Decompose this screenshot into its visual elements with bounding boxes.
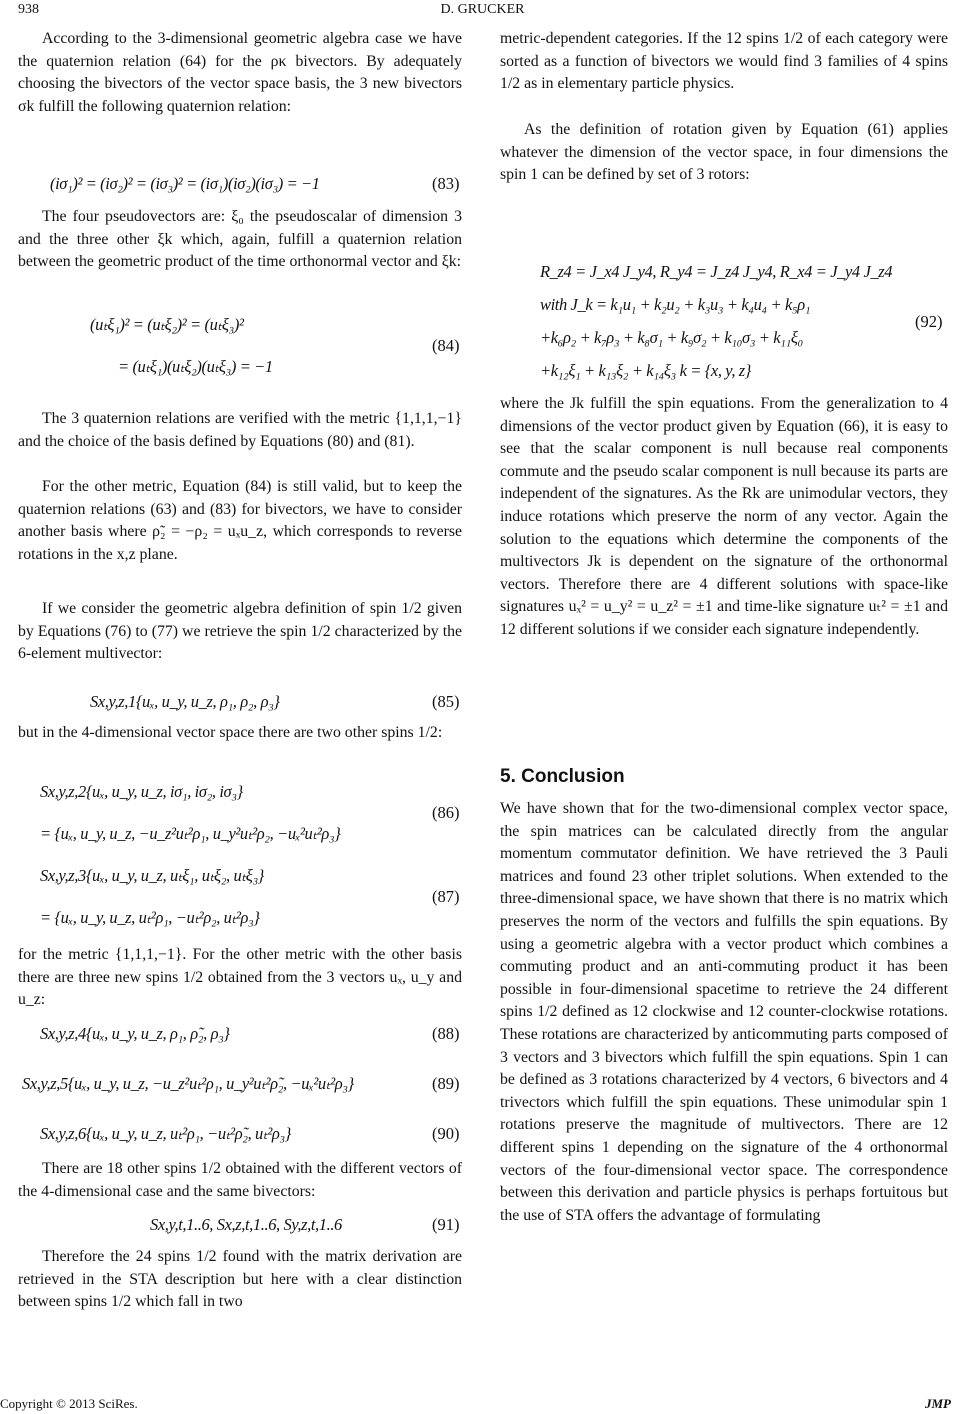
equation-91: Sx,y,t,1..6, Sx,z,t,1..6, Sy,z,t,1..6 — [150, 1215, 342, 1234]
paragraph: Therefore the 24 spins 1/2 found with the matrix derivation are retrieved in the STA description but here with a clear distinction between spins 1/2 which fall in two — [18, 1248, 462, 1311]
paragraph: The 3 quaternion relations are verified with the metric {1,1,1,−1} and the choice of the basis defined by Equations (80) and (81). — [18, 410, 462, 450]
equation-88: Sx,y,z,4{uₓ, u_y, u_z, ρ₁, ρ̃₂, ρ₃} — [40, 1024, 230, 1043]
equation-number: (84) — [432, 336, 460, 355]
paragraph: The four pseudovectors are: ξ₀ the pseudoscalar of dimension 3 and the three other ξk which, again, fulfill a quaternion relation between the geometric product of the time orthonormal vector and ξk: — [18, 208, 462, 271]
equation-number: (85) — [432, 692, 460, 711]
equation-86-line2: = {uₓ, u_y, u_z, −u_z²uₜ²ρ₁, u_y²uₜ²ρ₂, −uₓ²uₜ²ρ₃} — [40, 824, 341, 843]
paragraph: where the Jk fulfill the spin equations. From the generalization to 4 dimensions of the vector product given by Equation (66), it is easy to see that the scalar component is null because real components commute and the pseudo scalar component is null because its parts are independent of the signatures. As the Rk are unimodular vectors, they induce rotations which preserve the norm of any vector. Again the solution to the equations which determine the components of the multivectors Jk is dependent on the signature of the orthonormal vectors. Therefore there are 4 different solutions with space-like signatures uₓ² = u_y² = u_z² = ±1 and time-like signature uₜ² = ±1 and 12 different solutions if we consider each signature independently. — [500, 395, 948, 638]
section-heading: 5. Conclusion — [500, 766, 625, 787]
equation-89: Sx,y,z,5{uₓ, u_y, u_z, −u_z²uₜ²ρ₁, u_y²uₜ²ρ̃₂, −uₓ²uₜ²ρ₃} — [22, 1074, 354, 1093]
paragraph: There are 18 other spins 1/2 obtained with the different vectors of the 4-dimensional case and the same bivectors: — [18, 1160, 462, 1200]
page-number: 938 — [18, 2, 39, 17]
equation-number: (87) — [432, 887, 460, 906]
equation-number: (92) — [915, 312, 943, 331]
equation-87-line2: = {uₓ, u_y, u_z, uₜ²ρ₁, −uₜ²ρ₂, uₜ²ρ₃} — [40, 908, 260, 927]
copyright: Copyright © 2013 SciRes. — [0, 1396, 138, 1411]
paragraph: If we consider the geometric algebra definition of spin 1/2 given by Equations (76) to (77) we retrieve the spin 1/2 characterized by the 6-element multivector: — [18, 600, 462, 663]
equation-92-line2: with J_k = k₁u₁ + k₂u₂ + k₃u₃ + k₄u₄ + k₅ρ₁ — [540, 295, 811, 314]
paragraph: metric-dependent categories. If the 12 spins 1/2 of each category were sorted as a function of bivectors we would find 3 families of 4 spins 1/2 as in elementary particle physics. — [500, 30, 948, 93]
equation-92-line1: R_z4 = J_x4 J_y4, R_y4 = J_z4 J_y4, R_x4 = J_y4 J_z4 — [540, 262, 893, 281]
paragraph: We have shown that for the two-dimensional complex vector space, the spin matrices can be calculated directly from the angular momentum commutator definition. We have retrieved the 3 Pauli matrices and found 23 other triplet solutions. When extended to the three-dimensional space, we have shown that there is no matrix which preserves the norm of the vectors and fulfills the spin equations. By using a geometric algebra with a vector product which combines a commuting product and an anti-commuting product it has been possible in four-dimensional spacetime to retrieve the 24 different spins 1/2 defined as 12 clockwise and 12 counter-clockwise rotations. These rotations are characterized by anticommuting parts composed of 3 vectors and 3 bivectors which fulfill the spin equations. Spin 1 can be defined as 3 rotations characterized by 4 vectors, 6 bivectors and 4 trivectors which fulfill the spin equations. These unimodular spin 1 rotations preserve the magnitude of multivectors. There are 12 different spins 1 depending on the signature of the 4 orthonormal vectors of the four-dimensional vector space. The correspondence between this derivation and particle physics is perhaps fortuitous but the use of STA offers the advantage of formulating — [500, 800, 948, 1224]
equation-92-line4: +k₁₂ξ₁ + k₁₃ξ₂ + k₁₄ξ₃ k = {x, y, z} — [540, 361, 751, 380]
equation-83: (iσ₁)² = (iσ₂)² = (iσ₃)² = (iσ₁)(iσ₂)(iσ₃) = −1 — [50, 174, 320, 193]
journal-name: JMP — [925, 1396, 951, 1411]
paragraph: According to the 3-dimensional geometric algebra case we have the quaternion relation (64) for the ρκ bivectors. By adequately choosing the bivectors of the vector space basis, the 3 new bivectors σk fulfill the following quaternion relation: — [18, 30, 462, 115]
equation-number: (86) — [432, 803, 460, 822]
equation-86-line1: Sx,y,z,2{uₓ, u_y, u_z, iσ₁, iσ₂, iσ₃} — [40, 782, 243, 801]
equation-84-line2: = (uₜξ₁)(uₜξ₂)(uₜξ₃) = −1 — [118, 357, 273, 376]
paragraph: As the definition of rotation given by Equation (61) applies whatever the dimension of the vector space, in four dimensions the spin 1 can be defined by set of 3 rotors: — [500, 121, 948, 184]
paragraph: For the other metric, Equation (84) is still valid, but to keep the quaternion relations (63) and (83) for bivectors, we have to consider another basis where ρ̃₂ = −ρ₂ = uₓu_z, which corresponds to reverse rotations in the x,z plane. — [18, 478, 462, 563]
equation-90: Sx,y,z,6{uₓ, u_y, u_z, uₜ²ρ₁, −uₜ²ρ̃₂, uₜ²ρ₃} — [40, 1124, 291, 1143]
running-header-author: D. GRUCKER — [440, 2, 525, 17]
paragraph: but in the 4-dimensional vector space there are two other spins 1/2: — [18, 724, 443, 741]
equation-84-line1: (uₜξ₁)² = (uₜξ₂)² = (uₜξ₃)² — [90, 315, 244, 334]
equation-number: (90) — [432, 1124, 460, 1143]
paragraph: for the metric {1,1,1,−1}. For the other metric with the other basis there are three new spins 1/2 obtained from the 3 vectors uₓ, u_y and u_z: — [18, 946, 462, 1009]
equation-number: (89) — [432, 1074, 460, 1093]
equation-number: (88) — [432, 1024, 460, 1043]
equation-87-line1: Sx,y,z,3{uₓ, u_y, u_z, uₜξ₁, uₜξ₂, uₜξ₃} — [40, 866, 265, 885]
equation-number: (91) — [432, 1215, 460, 1234]
equation-85: Sx,y,z,1{uₓ, u_y, u_z, ρ₁, ρ₂, ρ₃} — [90, 692, 280, 711]
equation-number: (83) — [432, 174, 460, 193]
equation-92-line3: +k₆ρ₂ + k₇ρ₃ + k₈σ₁ + k₉σ₂ + k₁₀σ₃ + k₁₁ξ₀ — [540, 328, 803, 347]
